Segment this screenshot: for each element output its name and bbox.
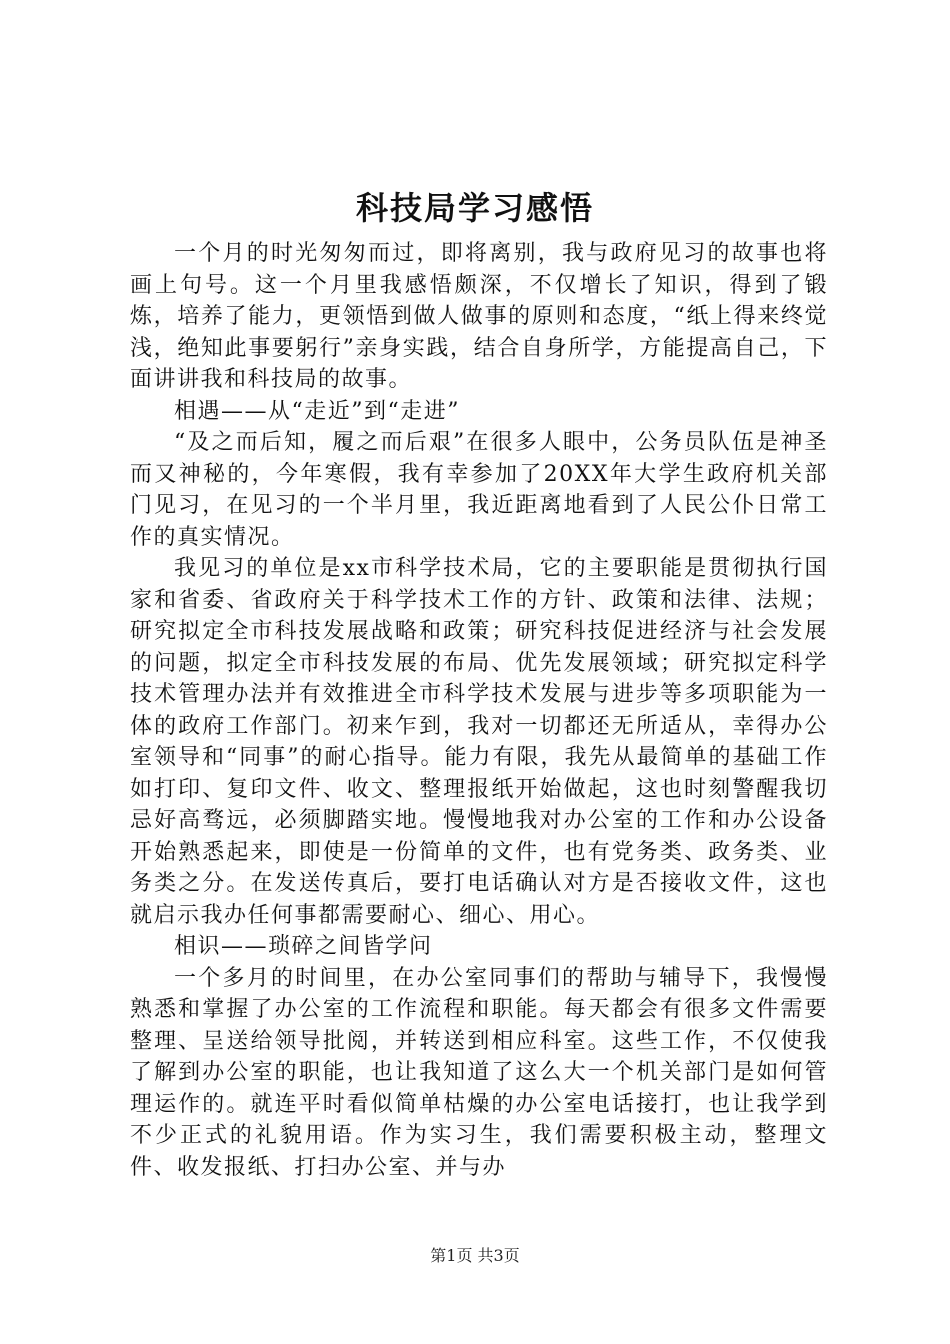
document-body [130,238,828,1183]
paragraph-office-work: 一个多月的时间里，在办公室同事们的帮助与辅导下，我慢慢熟悉和掌握了办公室的工作流程和职能。每天都会有很多文件需要整理、呈送给领导批阅，并转送到相应科室。这些工作，不仅使我了解到办公室的职能，也让我知道了这么大一个机关部门是如何管理运作的。就连平时看似简单枯燥的办公室电话接打，也让我学到不少正式的礼貌用语。作为实习生，我们需要积极主动，整理文件、收发报纸、打扫办公室、并与办 [130,965,828,1180]
paragraph-internship-unit: 我见习的单位是xx市科学技术局，它的主要职能是贯彻执行国家和省委、省政府关于科学技术工作的方针、政策和法律、法规；研究拟定全市科技发展战略和政策；研究科技促进经济与社会发展的问题，拟定全市科技发展的布局、优先发展领域；研究拟定科学技术管理办法并有效推进全市科学技术发展与进步等多项职能为一体的政府工作部门。初来乍到，我对一切都还无所适从，幸得办公室领导和“同事”的耐心指导。能力有限，我先从最简单的基础工作如打印、复印文件、收文、整理报纸开始做起，这也时刻警醒我切忌好高骛远，必须脚踏实地。慢慢地我对办公室的工作和办公设备开始熟悉起来，即使是一份简单的文件，也有党务类、政务类、业务类之分。在发送传真后，要打电话确认对方是否接收文件，这也就启示我办任何事都需要耐心、细心、用心。 [130,556,828,928]
page-footer: 第1页 共3页 [430,1246,520,1265]
paragraph-intro: 一个月的时光匆匆而过，即将离别，我与政府见习的故事也将画上句号。这一个月里我感悟颇深，不仅增长了知识，得到了锻炼，培养了能力，更领悟到做人做事的原则和态度，“纸上得来终觉浅，绝知此事要躬行”亲身实践，结合自身所学，方能提高自己，下面讲讲我和科技局的故事。 [130,241,828,392]
section-heading-meeting: 相遇——从“走近”到“走进” [174,398,460,424]
document-title: 科技局学习感悟 [355,189,594,227]
section-heading-acquaintance: 相识——琐碎之间皆学问 [174,934,433,959]
paragraph-civil-servants: “及之而后知，履之而后艰”在很多人眼中，公务员队伍是神圣而又神秘的，今年寒假，我有幸参加了20XX年大学生政府机关部门见习，在见习的一个半月里，我近距离地看到了人民公仆日常工作的真实情况。 [130,430,828,550]
